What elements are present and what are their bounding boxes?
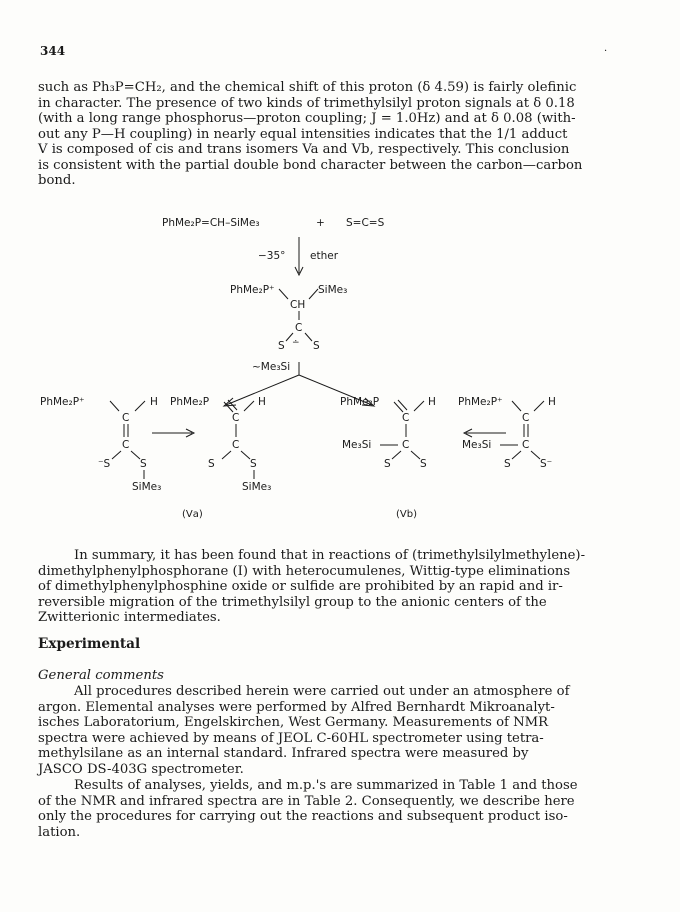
text-line: is consistent with the partial double bond character between the carbon—carbon (38, 157, 583, 173)
va1-sulfur: ⁻S (98, 458, 111, 470)
text-line: JASCO DS-403G spectrometer. (38, 761, 244, 777)
va2-h: H (258, 396, 266, 408)
text-line: In summary, it has been found that in reactions of (trimethylsilylmethylene)- (74, 548, 586, 563)
text-line: All procedures described herein were carried out under an atmosphere of (74, 684, 570, 699)
vb2-carbon: C (522, 412, 530, 424)
va1-sulfur: S (140, 458, 147, 470)
bond (392, 451, 401, 459)
paragraph-general-comments (38, 684, 642, 777)
va2-sulfur: S (250, 458, 257, 470)
va1-phosphonium: PhMe₂P⁺ (40, 396, 85, 408)
label-vb: (Ⅴb) (396, 509, 417, 520)
va2-sime3: SiMe₃ (242, 481, 272, 493)
vb1-phosphorane: PhMe₂P (340, 396, 380, 408)
text-line: bond. (38, 173, 76, 188)
label-va: (Ⅴa) (182, 509, 203, 520)
vb2-sulfur: S⁻ (540, 458, 553, 470)
text-line: of the NMR and infrared spectra are in Table 2. Consequently, we describe here (38, 793, 575, 809)
vb2-sulfur: S (504, 458, 511, 470)
text-line: isches Laboratorium, Engelskirchen, West Germany. Measurements of NMR (38, 715, 549, 730)
subheading-general-comments: General comments (38, 668, 164, 683)
bond (512, 401, 521, 411)
bond (309, 289, 318, 299)
intermediate-sulfur: S (278, 340, 285, 352)
va1-h: H (150, 396, 158, 408)
text-line: Zwitterionic intermediates. (38, 610, 221, 625)
text-line: argon. Elemental analyses were performed by Alfred Bernhardt Mikroanalyt- (38, 699, 555, 715)
vb2-carbon: C (522, 439, 530, 451)
vb1-sulfur: S (420, 458, 427, 470)
vb1-me3si: Me₃Si (342, 439, 372, 451)
text-line: of dimethylphenylphosphine oxide or sulfide are prohibited by an rapid and ir- (38, 579, 563, 594)
reaction-solvent: ether (310, 250, 339, 262)
reaction-scheme (0, 205, 680, 525)
va2-sulfur: S (208, 458, 215, 470)
bond (241, 451, 250, 459)
bond (222, 451, 231, 459)
reactant-cs2: S=C=S (346, 217, 385, 229)
bond (135, 401, 145, 411)
charge-dots: ∸ (292, 338, 300, 348)
va2-carbon: C (232, 412, 240, 424)
intermediate-phosphonium: PhMe₂P⁺ (230, 284, 275, 296)
page-number: 344 (40, 44, 66, 58)
intermediate-carbon: C (295, 322, 303, 334)
bond (110, 401, 119, 411)
bond (414, 401, 424, 411)
section-heading-experimental: Experimental (38, 636, 141, 652)
text-line: methylsilane as an internal standard. Infrared spectra were measured by (38, 746, 529, 761)
plus-sign: + (316, 217, 325, 229)
text-line: spectra were achieved by means of JEOL C-60HL spectrometer using tetra- (38, 730, 544, 746)
text-line: (with a long range phosphorus—proton coupling; J = 1.0Hz) and at δ 0.08 (with- (38, 111, 576, 126)
va1-carbon: C (122, 412, 130, 424)
paragraph-results (38, 778, 642, 840)
vb1-carbon: C (402, 439, 410, 451)
vb1-carbon: C (402, 412, 410, 424)
intermediate-sulfur: S (313, 340, 320, 352)
migration-label: ~Me₃Si (252, 361, 291, 373)
vb2-phosphonium: PhMe₂P⁺ (458, 396, 503, 408)
bond (411, 451, 420, 459)
text-line: out any P—H coupling) in nearly equal intensities indicates that the 1/1 adduct (38, 126, 568, 142)
reaction-temperature: −35° (258, 250, 286, 262)
text-line: in character. The presence of two kinds of trimethylsilyl proton signals at δ 0.18 (38, 95, 575, 111)
text-line: such as Ph₃P=CH₂, and the chemical shift of this proton (δ 4.59) is fairly olefinic (38, 80, 577, 95)
vb2-h: H (548, 396, 556, 408)
bond (512, 451, 521, 459)
reactant-ylide: PhMe₂P=CH–SiMe₃ (162, 217, 260, 229)
intermediate-sime3: SiMe₃ (318, 284, 348, 296)
bond (305, 333, 312, 341)
bond (131, 451, 140, 459)
bond (531, 451, 540, 459)
text-line: reversible migration of the trimethylsilyl group to the anionic centers of the (38, 594, 547, 610)
page-mark: · (604, 46, 608, 57)
paragraph-intro (38, 80, 642, 189)
text-line: Results of analyses, yields, and m.p.'s are summarized in Table 1 and those (74, 778, 578, 793)
text-line: lation. (38, 824, 81, 840)
paragraph-summary (38, 548, 642, 626)
vb2-me3si: Me₃Si (462, 439, 492, 451)
va2-phosphorane: PhMe₂P (170, 396, 210, 408)
vb1-sulfur: S (384, 458, 391, 470)
bond (244, 401, 254, 411)
intermediate-ch: CH (290, 299, 306, 311)
bond (534, 401, 544, 411)
va1-sime3: SiMe₃ (132, 481, 162, 493)
bond (279, 289, 288, 299)
vb1-h: H (428, 396, 436, 408)
bond (112, 451, 121, 459)
va2-carbon: C (232, 439, 240, 451)
text-line: only the procedures for carrying out the reactions and subsequent product iso- (38, 809, 568, 824)
text-line: dimethylphenylphosphorane (I) with heterocumulenes, Wittig-type eliminations (38, 563, 571, 579)
va1-carbon: C (122, 439, 130, 451)
text-line: V is composed of cis and trans isomers Va and Vb, respectively. This conclusion (38, 142, 570, 157)
